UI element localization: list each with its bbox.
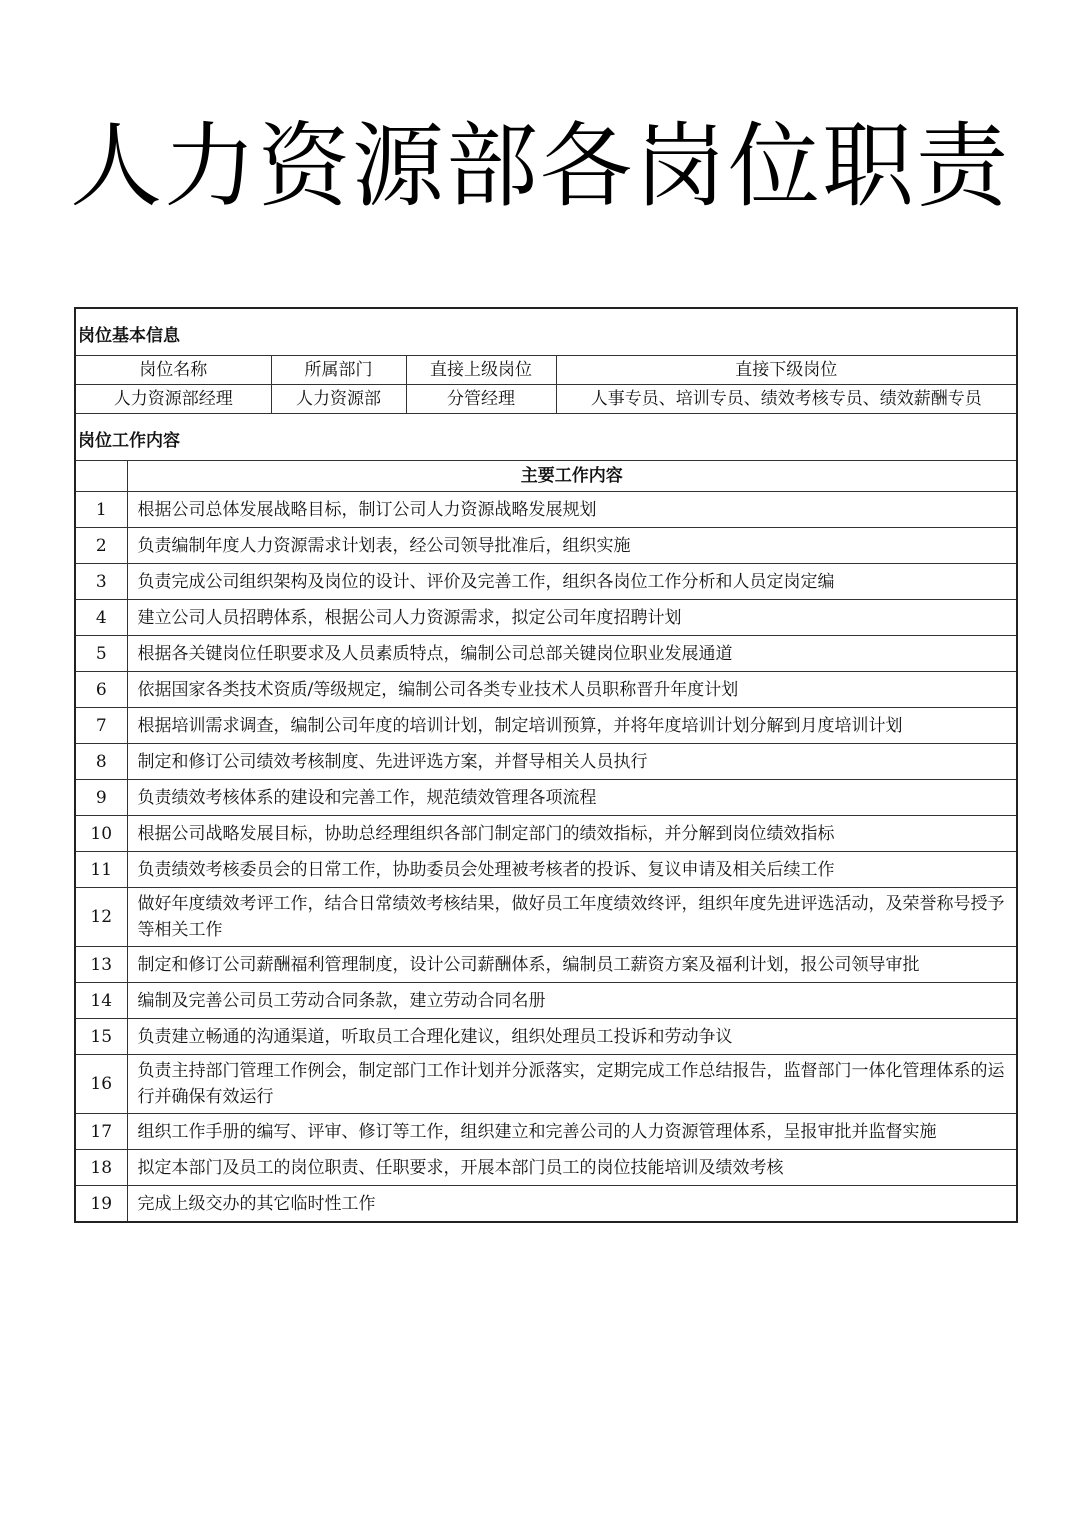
task-text: 组织工作手册的编写、评审、修订等工作，组织建立和完善公司的人力资源管理体系，呈报审批并监督实施: [127, 1114, 1017, 1150]
task-text: 做好年度绩效考评工作，结合日常绩效考核结果，做好员工年度绩效终评，组织年度先进评选活动，及荣誉称号授予等相关工作: [127, 888, 1017, 947]
table-row: [75, 780, 1017, 816]
task-number: 3: [75, 564, 127, 600]
task-number: 15: [75, 1019, 127, 1055]
work-content-section-row: [75, 414, 1017, 461]
table-row: [75, 816, 1017, 852]
header-department: 所属部门: [271, 356, 406, 385]
task-number: 18: [75, 1150, 127, 1186]
table-row: [75, 947, 1017, 983]
task-text: 负责绩效考核体系的建设和完善工作，规范绩效管理各项流程: [127, 780, 1017, 816]
table-row: [75, 1055, 1017, 1114]
task-number: 13: [75, 947, 127, 983]
table-row: [75, 744, 1017, 780]
task-number: 14: [75, 983, 127, 1019]
work-content-section-title: 岗位工作内容: [75, 414, 1017, 461]
table-row: [75, 1186, 1017, 1223]
task-number: 9: [75, 780, 127, 816]
table-row: [75, 708, 1017, 744]
task-number: 11: [75, 852, 127, 888]
task-text: 建立公司人员招聘体系，根据公司人力资源需求，拟定公司年度招聘计划: [127, 600, 1017, 636]
main-work-content-header: 主要工作内容: [127, 461, 1017, 492]
table-row: [75, 983, 1017, 1019]
task-number: 17: [75, 1114, 127, 1150]
task-text: 制定和修订公司绩效考核制度、先进评选方案，并督导相关人员执行: [127, 744, 1017, 780]
value-department: 人力资源部: [271, 385, 406, 414]
task-number: 2: [75, 528, 127, 564]
task-text: 根据公司总体发展战略目标，制订公司人力资源战略发展规划: [127, 492, 1017, 528]
table-row: [75, 1019, 1017, 1055]
task-number: 6: [75, 672, 127, 708]
basic-info-header-row: [75, 356, 1017, 385]
number-column-header: [75, 461, 127, 492]
table-row: [75, 564, 1017, 600]
table-row: [75, 600, 1017, 636]
table-row: [75, 1114, 1017, 1150]
header-position-name: 岗位名称: [75, 356, 271, 385]
task-text: 拟定本部门及员工的岗位职责、任职要求，开展本部门员工的岗位技能培训及绩效考核: [127, 1150, 1017, 1186]
table-row: [75, 672, 1017, 708]
table-row: [75, 528, 1017, 564]
task-number: 7: [75, 708, 127, 744]
task-number: 10: [75, 816, 127, 852]
task-number: 1: [75, 492, 127, 528]
work-content-header-row: [75, 461, 1017, 492]
task-text: 编制及完善公司员工劳动合同条款，建立劳动合同名册: [127, 983, 1017, 1019]
table-row: [75, 492, 1017, 528]
task-text: 负责建立畅通的沟通渠道，听取员工合理化建议，组织处理员工投诉和劳动争议: [127, 1019, 1017, 1055]
task-text: 根据培训需求调查，编制公司年度的培训计划，制定培训预算，并将年度培训计划分解到月度培训计划: [127, 708, 1017, 744]
task-text: 负责主持部门管理工作例会，制定部门工作计划并分派落实，定期完成工作总结报告，监督部门一体化管理体系的运行并确保有效运行: [127, 1055, 1017, 1114]
task-number: 19: [75, 1186, 127, 1223]
task-text: 依据国家各类技术资质/等级规定，编制公司各类专业技术人员职称晋升年度计划: [127, 672, 1017, 708]
task-text: 根据公司战略发展目标，协助总经理组织各部门制定部门的绩效指标，并分解到岗位绩效指标: [127, 816, 1017, 852]
task-text: 负责完成公司组织架构及岗位的设计、评价及完善工作，组织各岗位工作分析和人员定岗定编: [127, 564, 1017, 600]
task-text: 负责编制年度人力资源需求计划表，经公司领导批准后，组织实施: [127, 528, 1017, 564]
header-subordinates: 直接下级岗位: [556, 356, 1017, 385]
task-number: 8: [75, 744, 127, 780]
task-text: 完成上级交办的其它临时性工作: [127, 1186, 1017, 1223]
job-responsibility-table: [74, 307, 1018, 1223]
table-row: [75, 1150, 1017, 1186]
page-title: 人力资源部各岗位职责: [69, 113, 1010, 220]
value-superior: 分管经理: [406, 385, 556, 414]
task-number: 16: [75, 1055, 127, 1114]
task-number: 5: [75, 636, 127, 672]
basic-info-value-row: [75, 385, 1017, 414]
task-text: 制定和修订公司薪酬福利管理制度，设计公司薪酬体系，编制员工薪资方案及福利计划，报公司领导审批: [127, 947, 1017, 983]
value-position-name: 人力资源部经理: [75, 385, 271, 414]
basic-info-section-title: 岗位基本信息: [75, 308, 1017, 356]
task-text: 负责绩效考核委员会的日常工作，协助委员会处理被考核者的投诉、复议申请及相关后续工作: [127, 852, 1017, 888]
value-subordinates: 人事专员、培训专员、绩效考核专员、绩效薪酬专员: [556, 385, 1017, 414]
table-row: [75, 888, 1017, 947]
table-row: [75, 636, 1017, 672]
header-superior: 直接上级岗位: [406, 356, 556, 385]
task-text: 根据各关键岗位任职要求及人员素质特点，编制公司总部关键岗位职业发展通道: [127, 636, 1017, 672]
task-number: 12: [75, 888, 127, 947]
table-row: [75, 852, 1017, 888]
task-number: 4: [75, 600, 127, 636]
basic-info-section-row: [75, 308, 1017, 356]
